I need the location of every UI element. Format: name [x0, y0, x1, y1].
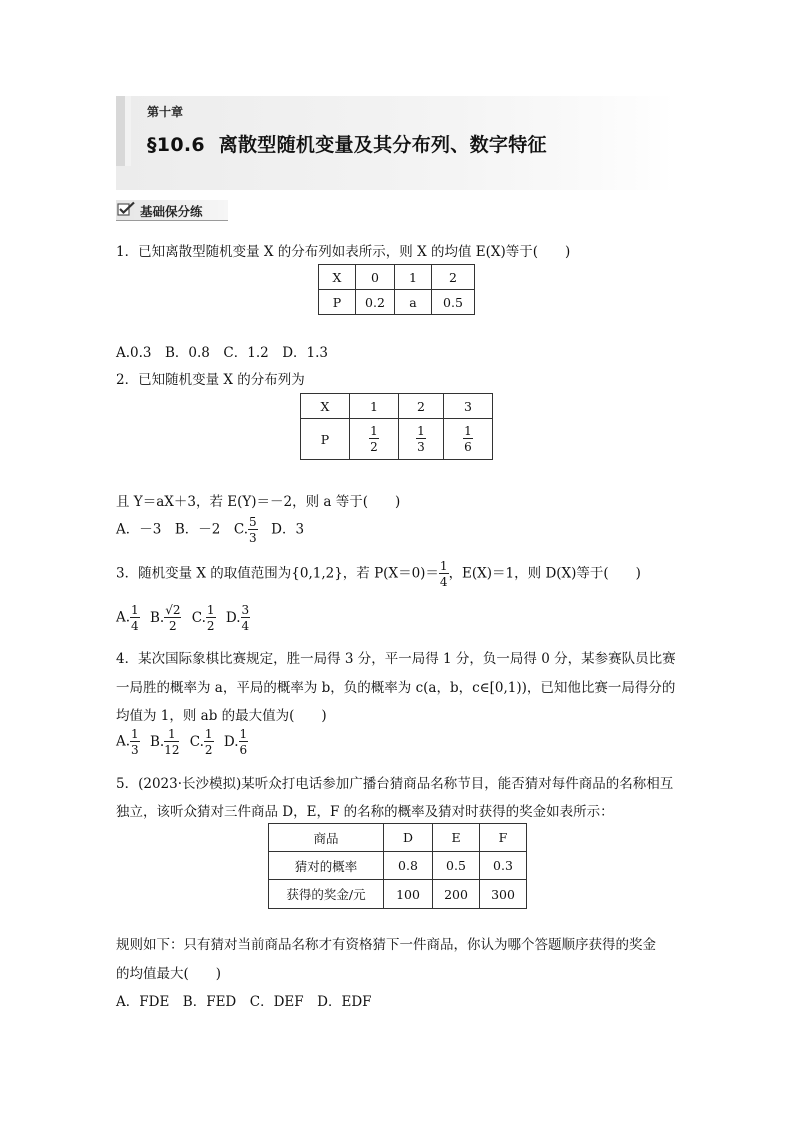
- q2-option-d: D．3: [257, 521, 305, 538]
- table-cell: 200: [433, 880, 480, 909]
- q3-stem-b: ，E(X)＝1，则 D(X)等于( ): [448, 565, 641, 582]
- table-cell: 0.3: [480, 852, 527, 880]
- fraction: $\frac{1}{12}$: [164, 727, 180, 757]
- checkbox-icon: [117, 201, 136, 216]
- table-cell: P: [319, 290, 356, 315]
- table-cell: E: [433, 824, 480, 852]
- fraction: $\frac{1}{6}$: [239, 727, 248, 757]
- q2-condition: 且 Y＝aX＋3，若 E(Y)＝－2，则 a 等于( ): [116, 494, 401, 510]
- table-cell: 3: [444, 394, 493, 419]
- option-label: B.: [149, 609, 165, 626]
- option-label: C.: [189, 733, 204, 750]
- table-row: [319, 265, 475, 290]
- table-cell: [399, 419, 444, 460]
- section-underline: [116, 220, 228, 221]
- table-cell: 300: [480, 880, 527, 909]
- table-cell: X: [319, 265, 356, 290]
- option-label: A.: [116, 609, 131, 626]
- option-label: B.: [149, 733, 165, 750]
- table-cell: 0.5: [432, 290, 475, 315]
- table-row: [269, 852, 527, 880]
- header-accent-bar-light: [125, 96, 131, 166]
- q5-line2: 独立，该听众猜对三件商品 D，E，F 的名称的概率及猜对时获得的奖金如表所示：: [116, 804, 614, 820]
- fraction: $\frac{1}{4}$: [131, 603, 139, 633]
- q3-options: [116, 604, 250, 632]
- q5-options: A．FDE B．FED C．DEF D．EDF: [116, 994, 372, 1010]
- table-cell: 商品: [269, 824, 384, 852]
- q1-stem: 1．已知离散型随机变量 X 的分布列如表所示，则 X 的均值 E(X)等于( ): [116, 244, 571, 260]
- page-title: §10.6 离散型随机变量及其分布列、数字特征: [147, 134, 547, 156]
- table-cell: 1: [395, 265, 432, 290]
- table-cell: 0: [356, 265, 395, 290]
- fraction: $\frac{√2}{2}$: [165, 603, 181, 633]
- table-cell: 猜对的概率: [269, 852, 384, 880]
- q3-stem-a: 3．随机变量 X 的取值范围为{0,1,2}，若 P(X＝0)＝: [116, 565, 439, 582]
- table-cell: 1: [350, 394, 399, 419]
- q4-line1: 4．某次国际象棋比赛规定，胜一局得 3 分，平一局得 1 分，负一局得 0 分，某参赛队员比赛: [116, 651, 676, 667]
- q4-options: [116, 728, 248, 756]
- table-cell: 2: [432, 265, 475, 290]
- table-cell: D: [384, 824, 433, 852]
- q2-table: [300, 393, 493, 460]
- fraction: $\frac{1}{6}$: [464, 424, 472, 454]
- table-row: [301, 394, 493, 419]
- table-cell: 0.8: [384, 852, 433, 880]
- q5-line4: 的均值最大( ): [116, 966, 222, 982]
- table-cell: F: [480, 824, 527, 852]
- header-accent-bar: [116, 96, 125, 166]
- option-label: C.: [191, 609, 206, 626]
- table-cell: [350, 419, 399, 460]
- section-label: 基础保分练: [140, 204, 203, 219]
- table-cell: P: [301, 419, 350, 460]
- fraction: $\frac{1}{3}$: [131, 727, 139, 757]
- fraction: $\frac{1}{3}$: [417, 424, 425, 454]
- table-cell: [444, 419, 493, 460]
- q2-options-ab: A．－3 B．－2 C.: [116, 521, 248, 538]
- table-cell: 获得的奖金/元: [269, 880, 384, 909]
- q5-line1: 5．(2023·长沙模拟)某听众打电话参加广播台猜商品名称节目，能否猜对每件商品的名称相互: [116, 776, 674, 792]
- table-row: [269, 880, 527, 909]
- q5-table: [268, 823, 527, 909]
- table-cell: a: [395, 290, 432, 315]
- q4-line2: 一局胜的概率为 a，平局的概率为 b，负的概率为 c(a，b，c∈[0,1))，已知他比赛一局得分的: [116, 680, 676, 696]
- table-cell: 0.2: [356, 290, 395, 315]
- option-label: D.: [225, 609, 241, 626]
- fraction: $\frac{1}{4}$: [439, 559, 448, 589]
- q5-line3: 规则如下：只有猜对当前商品名称才有资格猜下一件商品，你认为哪个答题顺序获得的奖金: [116, 937, 656, 953]
- table-row: [319, 290, 475, 315]
- table-cell: 2: [399, 394, 444, 419]
- table-cell: 100: [384, 880, 433, 909]
- q1-options: A.0.3 B．0.8 C．1.2 D．1.3: [116, 345, 328, 361]
- fraction: $\frac{5}{3}$: [249, 515, 257, 545]
- table-cell: 0.5: [433, 852, 480, 880]
- table-cell: X: [301, 394, 350, 419]
- q4-line3: 均值为 1，则 ab 的最大值为( ): [116, 708, 327, 724]
- chapter-label: 第十章: [147, 105, 184, 119]
- fraction: $\frac{1}{2}$: [206, 603, 215, 633]
- fraction: $\frac{1}{2}$: [204, 727, 213, 757]
- q2-stem: 2．已知随机变量 X 的分布列为: [116, 372, 305, 388]
- q3-stem: [116, 560, 641, 588]
- fraction: $\frac{1}{2}$: [370, 424, 378, 454]
- q2-options: [116, 516, 304, 544]
- fraction: $\frac{3}{4}$: [241, 603, 250, 633]
- table-row: [301, 419, 493, 460]
- option-label: A.: [116, 733, 131, 750]
- table-row: [269, 824, 527, 852]
- q1-table: [318, 264, 475, 315]
- option-label: D.: [223, 733, 239, 750]
